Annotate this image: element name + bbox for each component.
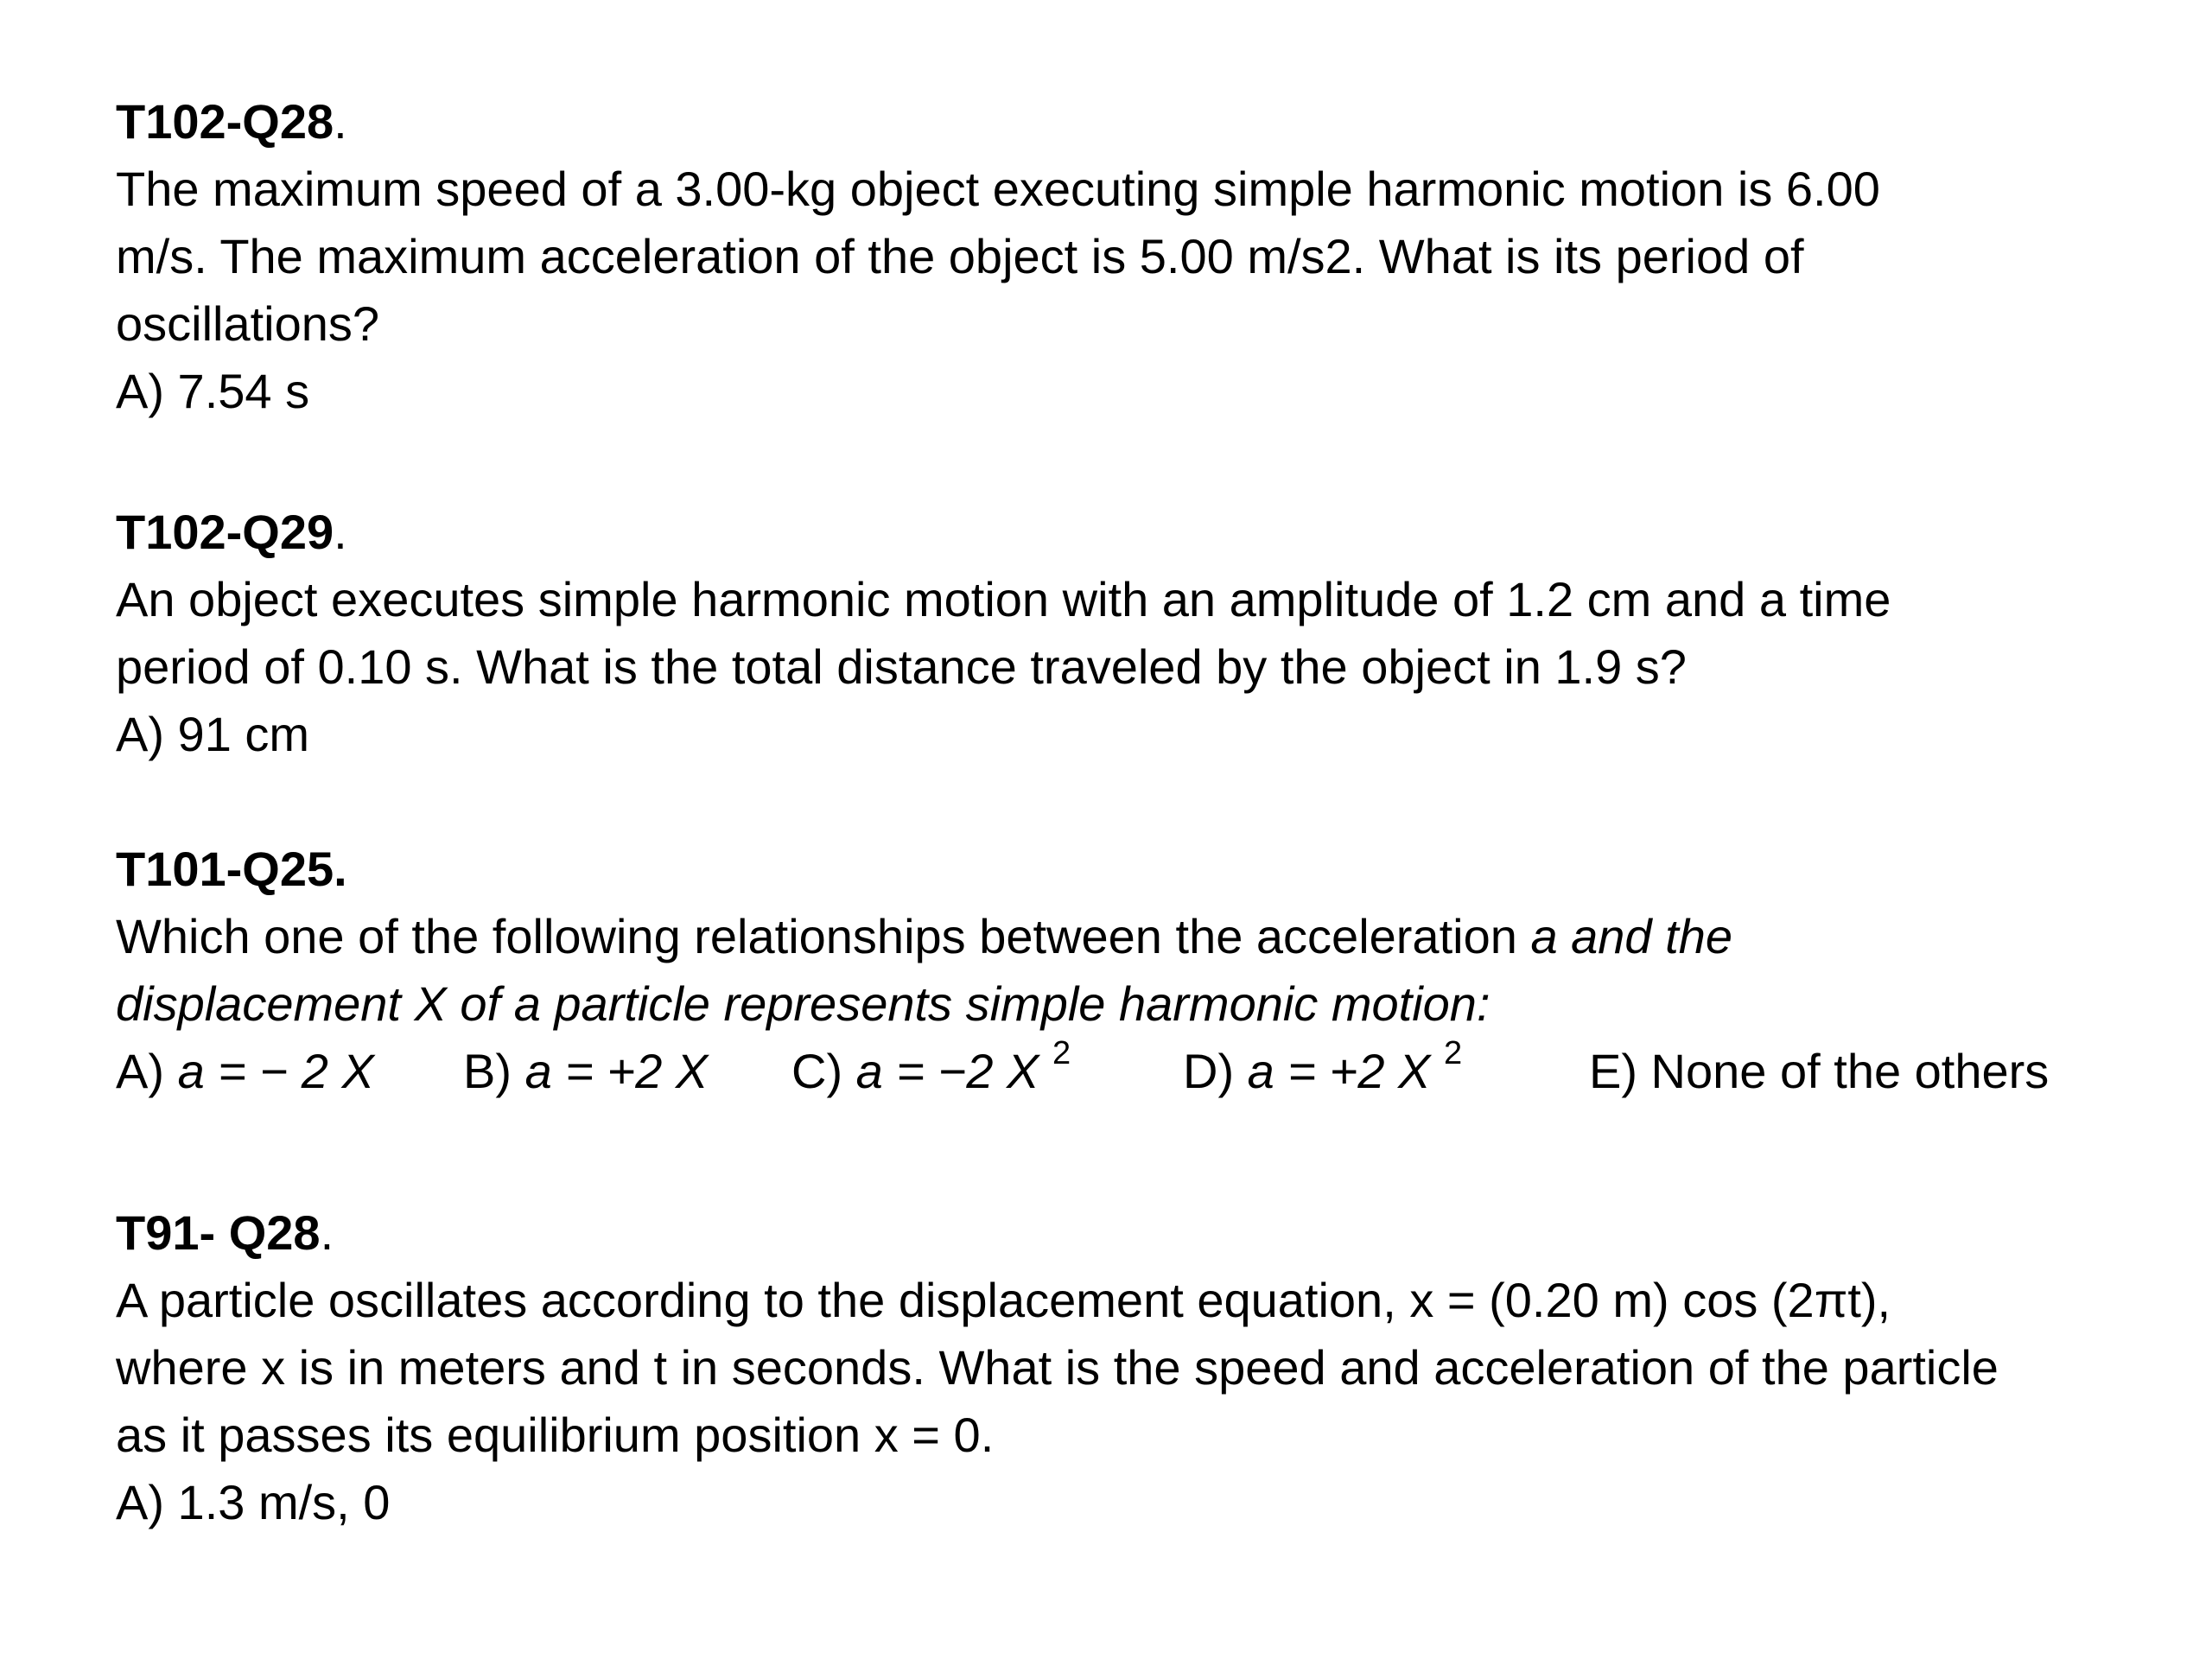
question-text-line: A particle oscillates according to the displacement equation, x = (0.20 m) cos (2πt), [116, 1273, 1891, 1327]
exponent: 2 [1443, 1035, 1463, 1072]
question-id: T102-Q28. [116, 94, 347, 149]
question-text-line: m/s. The maximum acceleration of the object is 5.00 m/s2. What is its period of [116, 229, 1804, 283]
choice-e: E) None of the others [1589, 1044, 2050, 1098]
question-id: T91- Q28. [116, 1205, 334, 1260]
question-text-line: period of 0.10 s. What is the total distance traveled by the object in 1.9 s? [116, 639, 1687, 694]
question-text-line: An object executes simple harmonic motion with an amplitude of 1.2 cm and a time [116, 572, 1891, 626]
choice-c: C) a = −2 X $^2$ [791, 1035, 1071, 1098]
question-text-line: displacement X of a particle represents simple harmonic motion: [116, 976, 1491, 1031]
answer-text: A) 7.54 s [116, 364, 310, 418]
question-block-3 [116, 836, 2129, 1105]
question-text-line: as it passes its equilibrium position x = 0. [116, 1408, 995, 1462]
question-id: T102-Q29. [116, 505, 347, 559]
exponent: 2 [1052, 1035, 1071, 1072]
answer-choices [116, 1035, 2129, 1105]
question-block-1 [116, 88, 2129, 425]
question-text-line: where x is in meters and t in seconds. What is the speed and acceleration of the particle [116, 1340, 1999, 1395]
question-text-line: oscillations? [116, 296, 380, 351]
answer-text: A) 1.3 m/s, 0 [116, 1475, 391, 1529]
choice-d: D) a = +2 X $^2$ [1183, 1035, 1463, 1098]
question-block-4 [116, 1199, 2129, 1536]
choice-b: B) a = +2 X [463, 1044, 709, 1098]
question-id: T101-Q25. [116, 842, 347, 896]
question-text-line: Which one of the following relationships between the acceleration a and the [116, 909, 1732, 963]
choice-a: A) a = − 2 X [116, 1044, 374, 1098]
answer-text: A) 91 cm [116, 707, 310, 761]
question-block-2 [116, 499, 2129, 768]
question-text-line: The maximum speed of a 3.00-kg object executing simple harmonic motion is 6.00 [116, 162, 1880, 216]
